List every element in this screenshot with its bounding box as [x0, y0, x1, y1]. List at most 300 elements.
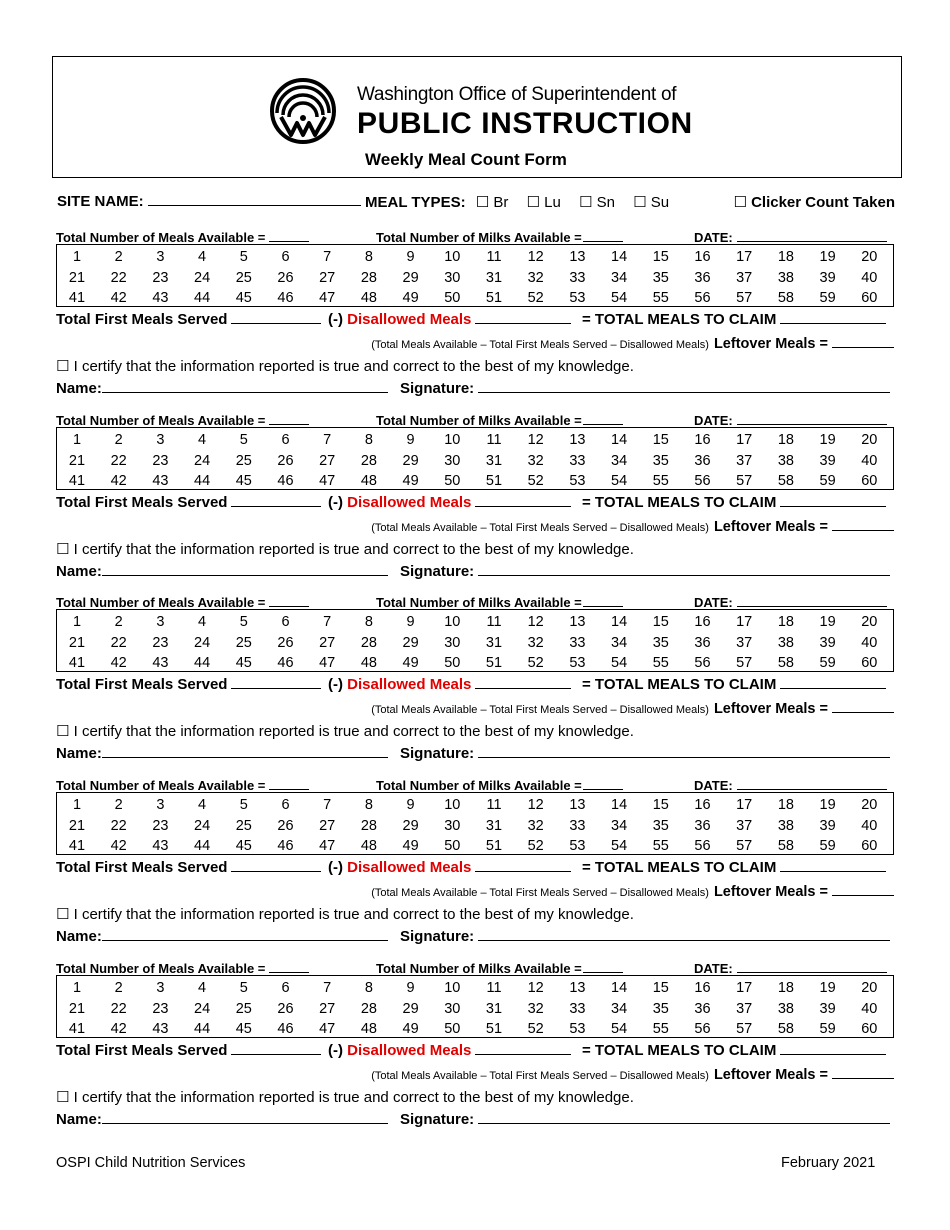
count-number[interactable]: 56	[694, 655, 711, 671]
count-number[interactable]: 46	[277, 1021, 294, 1037]
count-number[interactable]: 5	[239, 980, 248, 996]
count-number[interactable]: 40	[861, 453, 878, 469]
count-number[interactable]: 6	[281, 980, 290, 996]
count-number[interactable]: 16	[694, 249, 711, 265]
count-number[interactable]: 11	[486, 432, 502, 448]
count-number[interactable]: 49	[402, 473, 419, 489]
count-number[interactable]: 2	[114, 797, 123, 813]
meals-available-field[interactable]: Total Number of Meals Available =	[56, 960, 309, 976]
meals-available-field[interactable]: Total Number of Meals Available =	[56, 777, 309, 793]
name-field[interactable]: Name:	[56, 745, 388, 762]
count-number[interactable]: 37	[736, 635, 753, 651]
count-number[interactable]: 6	[281, 432, 290, 448]
count-number[interactable]: 25	[235, 635, 252, 651]
count-number[interactable]: 54	[611, 473, 628, 489]
count-number[interactable]: 44	[194, 473, 211, 489]
count-number[interactable]: 34	[611, 453, 628, 469]
count-number[interactable]: 46	[277, 290, 294, 306]
count-number[interactable]: 27	[319, 1001, 336, 1017]
count-number[interactable]: 24	[194, 453, 211, 469]
signature-field[interactable]: Signature:	[400, 1111, 890, 1128]
count-number[interactable]: 4	[198, 797, 207, 813]
count-number[interactable]: 49	[402, 290, 419, 306]
leftover-row[interactable]: (Total Meals Available – Total First Meals Served – Disallowed Meals) Leftover Meals =	[371, 335, 894, 352]
count-number[interactable]: 52	[527, 838, 544, 854]
count-number[interactable]: 7	[323, 980, 332, 996]
leftover-row[interactable]: (Total Meals Available – Total First Meals Served – Disallowed Meals) Leftover Meals =	[371, 1066, 894, 1083]
count-number[interactable]: 29	[402, 635, 419, 651]
count-number[interactable]: 8	[364, 797, 373, 813]
count-number[interactable]: 29	[402, 270, 419, 286]
date-field[interactable]: DATE:	[694, 229, 887, 245]
count-number[interactable]: 33	[569, 635, 586, 651]
count-number[interactable]: 34	[611, 635, 628, 651]
count-number[interactable]: 37	[736, 270, 753, 286]
count-number[interactable]: 14	[611, 797, 628, 813]
total-claim-field[interactable]: = TOTAL MEALS TO CLAIM	[582, 494, 886, 511]
count-number[interactable]: 34	[611, 1001, 628, 1017]
count-number[interactable]: 10	[444, 249, 461, 265]
count-number[interactable]: 37	[736, 453, 753, 469]
date-field[interactable]: DATE:	[694, 960, 887, 976]
count-number[interactable]: 35	[652, 453, 669, 469]
count-number[interactable]: 59	[819, 1021, 836, 1037]
count-number[interactable]: 38	[777, 818, 794, 834]
count-number[interactable]: 27	[319, 635, 336, 651]
count-number[interactable]: 21	[68, 1001, 86, 1017]
count-number[interactable]: 20	[861, 797, 878, 813]
name-field[interactable]: Name:	[56, 563, 388, 580]
count-number[interactable]: 56	[694, 290, 711, 306]
count-number[interactable]: 13	[569, 432, 586, 448]
count-number[interactable]: 35	[652, 635, 669, 651]
count-number[interactable]: 40	[861, 818, 878, 834]
meal-type-lunch[interactable]: ☐ Lu	[526, 194, 561, 211]
count-number[interactable]: 40	[861, 635, 878, 651]
count-number[interactable]: 51	[485, 1021, 503, 1037]
site-name-field[interactable]: SITE NAME:	[57, 193, 361, 210]
count-number[interactable]: 3	[156, 614, 165, 630]
count-number[interactable]: 23	[152, 818, 169, 834]
count-number[interactable]: 59	[819, 838, 836, 854]
count-number[interactable]: 60	[861, 473, 878, 489]
date-field[interactable]: DATE:	[694, 777, 887, 793]
count-number[interactable]: 58	[777, 473, 794, 489]
count-number[interactable]: 30	[444, 635, 461, 651]
count-number[interactable]: 3	[156, 432, 165, 448]
count-number[interactable]: 10	[444, 980, 461, 996]
count-number[interactable]: 57	[736, 473, 753, 489]
count-number[interactable]: 55	[652, 655, 669, 671]
count-number[interactable]: 46	[277, 838, 294, 854]
count-number[interactable]: 35	[652, 818, 669, 834]
count-number[interactable]: 30	[444, 270, 461, 286]
count-number[interactable]: 36	[694, 1001, 711, 1017]
count-number[interactable]: 6	[281, 797, 290, 813]
first-meals-field[interactable]: Total First Meals Served	[56, 1042, 321, 1059]
count-number[interactable]: 21	[68, 453, 86, 469]
count-number[interactable]: 42	[110, 473, 127, 489]
count-number[interactable]: 2	[114, 432, 123, 448]
count-number[interactable]: 59	[819, 290, 836, 306]
count-number[interactable]: 5	[239, 432, 248, 448]
count-number[interactable]: 32	[527, 270, 544, 286]
count-number[interactable]: 32	[527, 635, 544, 651]
disallowed-field[interactable]: (-) Disallowed Meals	[328, 859, 571, 876]
count-number[interactable]: 22	[110, 818, 127, 834]
count-number[interactable]: 58	[777, 655, 794, 671]
count-number[interactable]: 43	[152, 838, 169, 854]
count-number[interactable]: 26	[277, 270, 294, 286]
count-number[interactable]: 42	[110, 1021, 127, 1037]
count-number[interactable]: 14	[611, 980, 628, 996]
count-number[interactable]: 10	[444, 614, 461, 630]
count-number[interactable]: 11	[486, 614, 502, 630]
milks-available-field[interactable]: Total Number of Milks Available =	[376, 412, 623, 428]
count-number[interactable]: 39	[819, 453, 836, 469]
count-number[interactable]: 49	[402, 838, 419, 854]
count-number[interactable]: 30	[444, 453, 461, 469]
milks-available-field[interactable]: Total Number of Milks Available =	[376, 229, 623, 245]
milks-available-field[interactable]: Total Number of Milks Available =	[376, 960, 623, 976]
certify-checkbox[interactable]: ☐ I certify that the information reported is true and correct to the best of my knowledge.	[56, 358, 634, 375]
count-number[interactable]: 11	[486, 249, 502, 265]
count-number[interactable]: 31	[485, 270, 503, 286]
count-number[interactable]: 57	[736, 655, 753, 671]
count-number[interactable]: 8	[364, 614, 373, 630]
count-number[interactable]: 35	[652, 1001, 669, 1017]
meal-type-breakfast[interactable]: ☐ Br	[475, 194, 509, 211]
count-number[interactable]: 52	[527, 473, 544, 489]
count-number[interactable]: 23	[152, 270, 169, 286]
count-number[interactable]: 20	[861, 614, 878, 630]
count-number[interactable]: 39	[819, 1001, 836, 1017]
signature-field[interactable]: Signature:	[400, 563, 890, 580]
count-number[interactable]: 36	[694, 635, 711, 651]
count-number[interactable]: 53	[569, 1021, 586, 1037]
meals-available-field[interactable]: Total Number of Meals Available =	[56, 594, 309, 610]
count-number[interactable]: 9	[406, 980, 415, 996]
count-number[interactable]: 4	[198, 432, 207, 448]
count-number[interactable]: 47	[319, 473, 336, 489]
count-number[interactable]: 56	[694, 1021, 711, 1037]
count-number[interactable]: 42	[110, 838, 127, 854]
count-number[interactable]: 1	[72, 980, 82, 996]
count-number[interactable]: 4	[198, 980, 207, 996]
count-number[interactable]: 29	[402, 1001, 419, 1017]
disallowed-field[interactable]: (-) Disallowed Meals	[328, 676, 571, 693]
disallowed-field[interactable]: (-) Disallowed Meals	[328, 311, 571, 328]
count-number[interactable]: 2	[114, 614, 123, 630]
count-number[interactable]: 60	[861, 290, 878, 306]
name-field[interactable]: Name:	[56, 1111, 388, 1128]
first-meals-field[interactable]: Total First Meals Served	[56, 676, 321, 693]
count-number[interactable]: 54	[611, 838, 628, 854]
count-number[interactable]: 12	[527, 432, 544, 448]
count-number[interactable]: 15	[652, 980, 669, 996]
count-number[interactable]: 26	[277, 453, 294, 469]
count-number[interactable]: 52	[527, 655, 544, 671]
count-number[interactable]: 18	[777, 249, 794, 265]
disallowed-field[interactable]: (-) Disallowed Meals	[328, 494, 571, 511]
count-number[interactable]: 48	[360, 838, 377, 854]
count-number[interactable]: 29	[402, 818, 419, 834]
count-number[interactable]: 39	[819, 635, 836, 651]
count-number[interactable]: 34	[611, 270, 628, 286]
count-number[interactable]: 19	[819, 614, 836, 630]
count-number[interactable]: 9	[406, 797, 415, 813]
count-number[interactable]: 36	[694, 453, 711, 469]
count-number[interactable]: 48	[360, 473, 377, 489]
count-number[interactable]: 22	[110, 1001, 127, 1017]
count-number[interactable]: 6	[281, 249, 290, 265]
count-number[interactable]: 44	[194, 1021, 211, 1037]
first-meals-field[interactable]: Total First Meals Served	[56, 311, 321, 328]
count-number[interactable]: 44	[194, 838, 211, 854]
count-number[interactable]: 47	[319, 1021, 336, 1037]
count-number[interactable]: 24	[194, 818, 211, 834]
count-number[interactable]: 25	[235, 453, 252, 469]
count-number[interactable]: 41	[68, 838, 86, 854]
count-number[interactable]: 23	[152, 1001, 169, 1017]
count-number[interactable]: 16	[694, 797, 711, 813]
meals-available-field[interactable]: Total Number of Meals Available =	[56, 412, 309, 428]
count-number[interactable]: 60	[861, 838, 878, 854]
count-number[interactable]: 60	[861, 655, 878, 671]
count-number[interactable]: 53	[569, 838, 586, 854]
count-number[interactable]: 37	[736, 818, 753, 834]
count-number[interactable]: 2	[114, 980, 123, 996]
count-number[interactable]: 45	[235, 290, 252, 306]
count-number[interactable]: 25	[235, 818, 252, 834]
count-number[interactable]: 3	[156, 980, 165, 996]
count-number[interactable]: 9	[406, 249, 415, 265]
count-number[interactable]: 19	[819, 249, 836, 265]
total-claim-field[interactable]: = TOTAL MEALS TO CLAIM	[582, 676, 886, 693]
name-field[interactable]: Name:	[56, 380, 388, 397]
count-number[interactable]: 4	[198, 249, 207, 265]
certify-checkbox[interactable]: ☐ I certify that the information reported is true and correct to the best of my knowledge.	[56, 906, 634, 923]
count-number[interactable]: 48	[360, 290, 377, 306]
first-meals-field[interactable]: Total First Meals Served	[56, 859, 321, 876]
count-number[interactable]: 23	[152, 635, 169, 651]
count-number[interactable]: 21	[68, 635, 86, 651]
count-number[interactable]: 5	[239, 797, 248, 813]
count-number[interactable]: 47	[319, 838, 336, 854]
count-number[interactable]: 22	[110, 270, 127, 286]
count-number[interactable]: 58	[777, 290, 794, 306]
count-number[interactable]: 33	[569, 818, 586, 834]
signature-field[interactable]: Signature:	[400, 745, 890, 762]
count-number[interactable]: 15	[652, 614, 669, 630]
count-number[interactable]: 57	[736, 838, 753, 854]
count-number[interactable]: 45	[235, 1021, 252, 1037]
count-number[interactable]: 20	[861, 432, 878, 448]
count-number[interactable]: 26	[277, 635, 294, 651]
count-number[interactable]: 4	[198, 614, 207, 630]
certify-checkbox[interactable]: ☐ I certify that the information reported is true and correct to the best of my knowledge.	[56, 1089, 634, 1106]
count-number[interactable]: 56	[694, 473, 711, 489]
count-number[interactable]: 17	[736, 614, 753, 630]
count-number[interactable]: 5	[239, 249, 248, 265]
count-number[interactable]: 32	[527, 1001, 544, 1017]
count-number[interactable]: 34	[611, 818, 628, 834]
count-number[interactable]: 37	[736, 1001, 753, 1017]
count-number[interactable]: 49	[402, 1021, 419, 1037]
total-claim-field[interactable]: = TOTAL MEALS TO CLAIM	[582, 311, 886, 328]
count-number[interactable]: 31	[485, 818, 503, 834]
count-number[interactable]: 59	[819, 473, 836, 489]
count-number[interactable]: 22	[110, 635, 127, 651]
date-field[interactable]: DATE:	[694, 412, 887, 428]
certify-checkbox[interactable]: ☐ I certify that the information reported is true and correct to the best of my knowledge.	[56, 541, 634, 558]
count-number[interactable]: 28	[360, 270, 377, 286]
count-number[interactable]: 41	[68, 290, 86, 306]
count-number[interactable]: 1	[72, 797, 82, 813]
count-number[interactable]: 48	[360, 1021, 377, 1037]
count-number[interactable]: 17	[736, 797, 753, 813]
name-field[interactable]: Name:	[56, 928, 388, 945]
count-number[interactable]: 27	[319, 453, 336, 469]
count-number[interactable]: 30	[444, 1001, 461, 1017]
count-number[interactable]: 15	[652, 432, 669, 448]
count-number[interactable]: 9	[406, 432, 415, 448]
count-number[interactable]: 38	[777, 453, 794, 469]
count-number[interactable]: 8	[364, 249, 373, 265]
count-number[interactable]: 54	[611, 655, 628, 671]
count-number[interactable]: 58	[777, 1021, 794, 1037]
count-number[interactable]: 40	[861, 270, 878, 286]
total-claim-field[interactable]: = TOTAL MEALS TO CLAIM	[582, 1042, 886, 1059]
count-number[interactable]: 43	[152, 1021, 169, 1037]
count-number[interactable]: 42	[110, 655, 127, 671]
count-number[interactable]: 12	[527, 797, 544, 813]
milks-available-field[interactable]: Total Number of Milks Available =	[376, 594, 623, 610]
count-number[interactable]: 38	[777, 270, 794, 286]
leftover-row[interactable]: (Total Meals Available – Total First Meals Served – Disallowed Meals) Leftover Meals =	[371, 883, 894, 900]
count-number[interactable]: 54	[611, 1021, 628, 1037]
count-number[interactable]: 18	[777, 980, 794, 996]
date-field[interactable]: DATE:	[694, 594, 887, 610]
count-number[interactable]: 31	[485, 635, 503, 651]
count-number[interactable]: 53	[569, 473, 586, 489]
count-number[interactable]: 32	[527, 453, 544, 469]
count-number[interactable]: 6	[281, 614, 290, 630]
count-number[interactable]: 23	[152, 453, 169, 469]
count-number[interactable]: 10	[444, 432, 461, 448]
count-number[interactable]: 12	[527, 614, 544, 630]
count-number[interactable]: 25	[235, 1001, 252, 1017]
count-number[interactable]: 26	[277, 1001, 294, 1017]
count-number[interactable]: 16	[694, 980, 711, 996]
count-number[interactable]: 5	[239, 614, 248, 630]
count-number[interactable]: 51	[485, 838, 503, 854]
leftover-row[interactable]: (Total Meals Available – Total First Meals Served – Disallowed Meals) Leftover Meals =	[371, 700, 894, 717]
count-number[interactable]: 46	[277, 655, 294, 671]
count-number[interactable]: 24	[194, 270, 211, 286]
count-number[interactable]: 29	[402, 453, 419, 469]
count-number[interactable]: 38	[777, 1001, 794, 1017]
count-number[interactable]: 44	[194, 290, 211, 306]
count-number[interactable]: 47	[319, 655, 336, 671]
count-number[interactable]: 16	[694, 432, 711, 448]
count-number[interactable]: 52	[527, 1021, 544, 1037]
count-number[interactable]: 7	[323, 249, 332, 265]
count-number[interactable]: 42	[110, 290, 127, 306]
count-number[interactable]: 27	[319, 270, 336, 286]
count-number[interactable]: 11	[486, 797, 502, 813]
count-number[interactable]: 45	[235, 473, 252, 489]
count-number[interactable]: 20	[861, 249, 878, 265]
signature-field[interactable]: Signature:	[400, 380, 890, 397]
count-number[interactable]: 41	[68, 473, 86, 489]
count-number[interactable]: 26	[277, 818, 294, 834]
count-number[interactable]: 31	[485, 453, 503, 469]
count-number[interactable]: 57	[736, 290, 753, 306]
count-number[interactable]: 38	[777, 635, 794, 651]
count-number[interactable]: 39	[819, 270, 836, 286]
count-number[interactable]: 51	[485, 655, 503, 671]
count-number[interactable]: 18	[777, 432, 794, 448]
count-number[interactable]: 15	[652, 797, 669, 813]
count-number[interactable]: 48	[360, 655, 377, 671]
count-number[interactable]: 57	[736, 1021, 753, 1037]
meal-type-snack[interactable]: ☐ Sn	[579, 194, 615, 211]
count-number[interactable]: 20	[861, 980, 878, 996]
count-number[interactable]: 7	[323, 432, 332, 448]
count-number[interactable]: 27	[319, 818, 336, 834]
count-number[interactable]: 1	[72, 249, 82, 265]
count-number[interactable]: 53	[569, 290, 586, 306]
count-number[interactable]: 8	[364, 432, 373, 448]
count-number[interactable]: 9	[406, 614, 415, 630]
count-number[interactable]: 32	[527, 818, 544, 834]
count-number[interactable]: 50	[444, 655, 461, 671]
count-number[interactable]: 40	[861, 1001, 878, 1017]
count-number[interactable]: 24	[194, 1001, 211, 1017]
count-number[interactable]: 45	[235, 838, 252, 854]
count-number[interactable]: 17	[736, 249, 753, 265]
count-number[interactable]: 24	[194, 635, 211, 651]
count-number[interactable]: 12	[527, 249, 544, 265]
count-number[interactable]: 18	[777, 797, 794, 813]
count-number[interactable]: 36	[694, 818, 711, 834]
count-number[interactable]: 15	[652, 249, 669, 265]
count-number[interactable]: 43	[152, 473, 169, 489]
count-number[interactable]: 41	[68, 655, 86, 671]
count-number[interactable]: 47	[319, 290, 336, 306]
first-meals-field[interactable]: Total First Meals Served	[56, 494, 321, 511]
count-number[interactable]: 14	[611, 432, 628, 448]
count-number[interactable]: 13	[569, 797, 586, 813]
count-number[interactable]: 3	[156, 797, 165, 813]
count-number[interactable]: 33	[569, 1001, 586, 1017]
count-number[interactable]: 55	[652, 1021, 669, 1037]
count-number[interactable]: 28	[360, 1001, 377, 1017]
count-number[interactable]: 8	[364, 980, 373, 996]
certify-checkbox[interactable]: ☐ I certify that the information reported is true and correct to the best of my knowledge.	[56, 723, 634, 740]
count-number[interactable]: 51	[485, 473, 503, 489]
count-number[interactable]: 19	[819, 980, 836, 996]
count-number[interactable]: 13	[569, 249, 586, 265]
count-number[interactable]: 19	[819, 797, 836, 813]
count-number[interactable]: 18	[777, 614, 794, 630]
count-number[interactable]: 16	[694, 614, 711, 630]
count-number[interactable]: 25	[235, 270, 252, 286]
disallowed-field[interactable]: (-) Disallowed Meals	[328, 1042, 571, 1059]
count-number[interactable]: 51	[485, 290, 503, 306]
total-claim-field[interactable]: = TOTAL MEALS TO CLAIM	[582, 859, 886, 876]
